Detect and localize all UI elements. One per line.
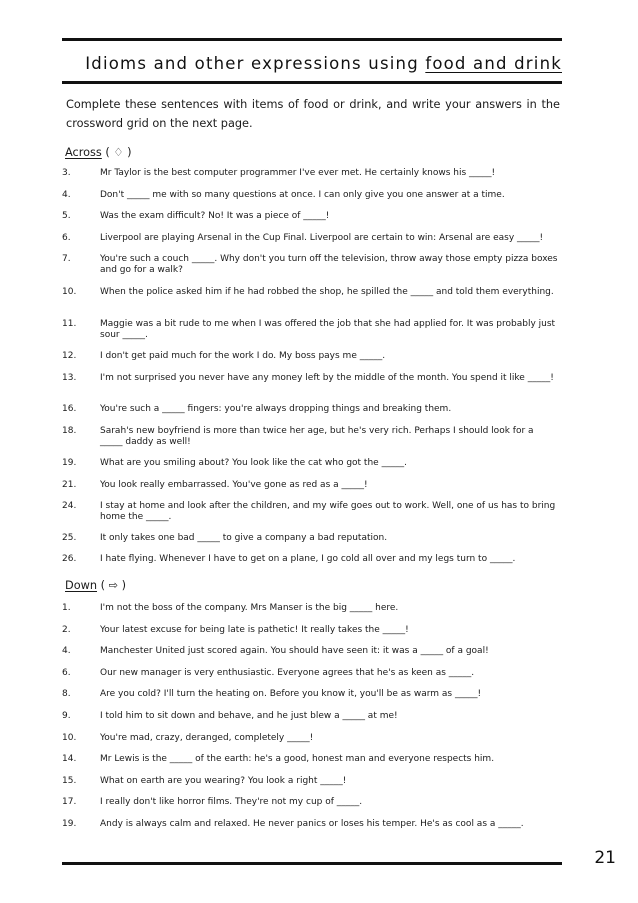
clue-number: 12. (62, 351, 77, 361)
clue-text: I really don't like horror films. They're not my cup of _____. (100, 797, 363, 807)
title-prefix: Idioms and other expressions using (85, 54, 426, 73)
clue-text: Sarah's new boyfriend is more than twice her age, but he's very rich. Perhaps I should look for a _____ daddy as well! (100, 426, 534, 447)
instructions: Complete these sentences with items of food or drink, and write your answers in the crossword grid on the next page. (66, 98, 560, 130)
across-clue-4 (62, 190, 558, 201)
clue-number: 17. (62, 797, 77, 807)
across-clue-12 (62, 351, 558, 362)
clue-text: I'm not surprised you never have any money left by the middle of the month. You spend it like _____! (100, 373, 554, 383)
across-clue-13 (62, 373, 558, 384)
down-clue-17 (62, 797, 558, 808)
down-clue-19 (62, 819, 558, 830)
down-clue-8 (62, 689, 558, 700)
clue-text: I told him to sit down and behave, and he just blew a _____ at me! (100, 711, 398, 721)
clue-text: Mr Lewis is the _____ of the earth: he's a good, honest man and everyone respects him. (100, 754, 495, 764)
across-clue-26 (62, 554, 558, 565)
down-clue-10 (62, 733, 558, 744)
down-arrow-icon: ( ⇨ ) (100, 579, 127, 592)
down-clue-9 (62, 711, 558, 722)
across-arrow-icon: ( ♢ ) (105, 146, 132, 159)
clue-text: Maggie was a bit rude to me when I was offered the job that she had applied for. It was probably just sour _____. (100, 319, 556, 340)
down-heading-label: Down (65, 579, 98, 592)
clue-number: 10. (62, 733, 77, 743)
clue-number: 13. (62, 373, 77, 383)
clue-text: You're such a _____ fingers: you're always dropping things and breaking them. (100, 404, 452, 414)
clue-number: 3. (62, 168, 71, 178)
clue-text: I don't get paid much for the work I do. My boss pays me _____. (100, 351, 386, 361)
across-clue-18 (62, 426, 558, 447)
clue-text: You're mad, crazy, deranged, completely _____! (100, 733, 314, 743)
clue-text: Are you cold? I'll turn the heating on. Before you know it, you'll be as warm as _____! (100, 689, 482, 699)
clue-text: What on earth are you wearing? You look a right _____! (100, 776, 347, 786)
down-clue-14 (62, 754, 558, 765)
clue-text: You're such a couch _____. Why don't you turn off the television, throw away those empty pizza boxes and go for a walk? (100, 254, 558, 275)
clue-number: 21. (62, 480, 77, 490)
across-heading-label: Across (65, 146, 102, 159)
clue-number: 10. (62, 287, 77, 297)
clue-text: I'm not the boss of the company. Mrs Manser is the big _____ here. (100, 603, 399, 613)
down-clue-4 (62, 646, 558, 657)
clue-number: 8. (62, 689, 71, 699)
clue-number: 11. (62, 319, 77, 329)
clue-text: Was the exam difficult? No! It was a piece of _____! (100, 211, 330, 221)
clue-text: What are you smiling about? You look like the cat who got the _____. (100, 458, 407, 468)
across-clue-25 (62, 533, 558, 544)
bottom-rule (62, 862, 562, 865)
clue-text: It only takes one bad _____ to give a company a bad reputation. (100, 533, 388, 543)
clue-number: 25. (62, 533, 77, 543)
clue-text: Mr Taylor is the best computer programmer I've ever met. He certainly knows his _____! (100, 168, 496, 178)
across-clue-7 (62, 254, 558, 275)
across-clue-19 (62, 458, 558, 469)
clue-number: 14. (62, 754, 77, 764)
clue-number: 5. (62, 211, 71, 221)
clue-text: Our new manager is very enthusiastic. Everyone agrees that he's as keen as _____. (100, 668, 475, 678)
clue-number: 4. (62, 646, 71, 656)
across-clue-11 (62, 319, 558, 340)
page-title (62, 54, 562, 73)
across-clue-3 (62, 168, 558, 179)
clue-text: I stay at home and look after the children, and my wife goes out to work. Well, one of us has to bring home the _____. (100, 501, 556, 522)
clue-number: 9. (62, 711, 71, 721)
clue-text: Don't _____ me with so many questions at once. I can only give you one answer at a time. (100, 190, 505, 200)
clue-number: 19. (62, 458, 77, 468)
clue-number: 1. (62, 603, 71, 613)
page-number: 21 (594, 848, 616, 868)
clue-text: Liverpool are playing Arsenal in the Cup Final. Liverpool are certain to win: Arsenal are easy _____! (100, 233, 544, 243)
across-clue-16 (62, 404, 558, 415)
down-clue-1 (62, 603, 558, 614)
down-clue-2 (62, 625, 558, 636)
clue-text: Manchester United just scored again. You should have seen it: it was a _____ of a goal! (100, 646, 489, 656)
across-clue-24 (62, 501, 558, 522)
title-rule (62, 81, 562, 84)
clue-number: 4. (62, 190, 71, 200)
clue-text: When the police asked him if he had robbed the shop, he spilled the _____ and told them everything. (100, 287, 554, 297)
clue-text: I hate flying. Whenever I have to get on a plane, I go cold all over and my legs turn to _____. (100, 554, 516, 564)
clue-number: 6. (62, 233, 71, 243)
across-clue-21 (62, 480, 558, 491)
clue-text: You look really embarrassed. You've gone as red as a _____! (100, 480, 368, 490)
down-clue-6 (62, 668, 558, 679)
clue-number: 7. (62, 254, 71, 264)
across-clue-5 (62, 211, 558, 222)
clue-number: 2. (62, 625, 71, 635)
clue-text: Andy is always calm and relaxed. He never panics or loses his temper. He's as cool as a _____. (100, 819, 524, 829)
top-rule (62, 38, 562, 41)
clue-number: 18. (62, 426, 77, 436)
clue-number: 6. (62, 668, 71, 678)
across-clue-10 (62, 287, 558, 298)
clue-number: 15. (62, 776, 77, 786)
clue-number: 26. (62, 554, 77, 564)
down-clue-15 (62, 776, 558, 787)
across-heading (65, 146, 132, 159)
clue-number: 19. (62, 819, 77, 829)
title-underlined: food and drink (425, 54, 562, 73)
down-heading (65, 579, 126, 592)
clue-text: Your latest excuse for being late is pathetic! It really takes the _____! (100, 625, 409, 635)
clue-number: 24. (62, 501, 77, 511)
clue-number: 16. (62, 404, 77, 414)
across-clue-6 (62, 233, 558, 244)
